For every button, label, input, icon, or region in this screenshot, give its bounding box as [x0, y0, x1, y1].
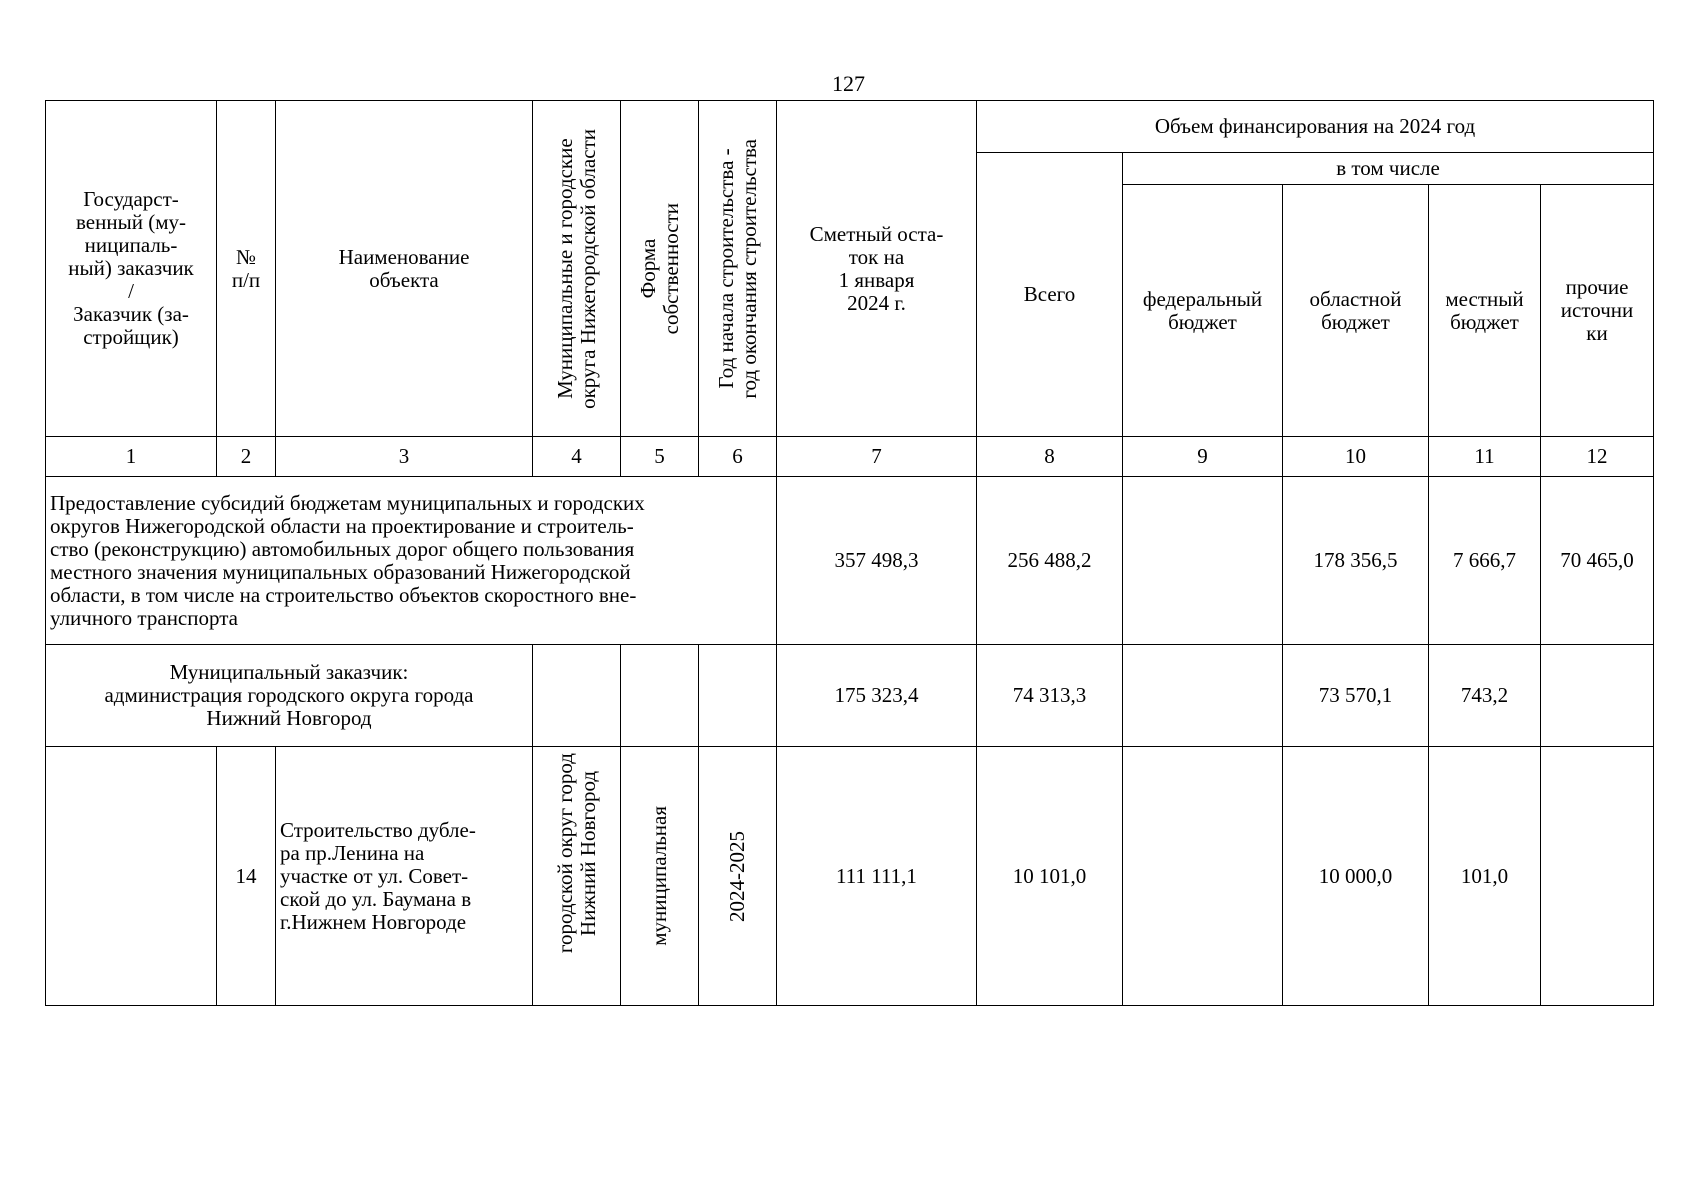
header-object-name-label: Наименование объекта: [338, 244, 470, 292]
program-local: 7 666,7: [1429, 477, 1541, 645]
program-estimated-balance: 357 498,3: [777, 477, 977, 645]
customer-title: Муниципальный заказчик: администрация городского округа города Нижний Новгород: [104, 660, 474, 730]
column-number: 12: [1541, 437, 1654, 477]
customer-local: 743,2: [1429, 645, 1541, 747]
header-total: [977, 153, 1123, 437]
header-including-label: в том числе: [1336, 156, 1440, 180]
object-years-cell: [699, 747, 777, 1006]
object-ownership: муниципальная: [647, 806, 671, 946]
header-regional: [1283, 185, 1429, 437]
header-regional-label: областной бюджет: [1309, 286, 1402, 334]
header-years: [699, 101, 777, 437]
object-total: 10 101,0: [977, 747, 1123, 1006]
object-name: Строительство дубле- ра пр.Ленина на участке от ул. Совет- ской до ул. Баумана в г.Нижнем Новгороде: [280, 817, 476, 934]
column-number: 2: [217, 437, 276, 477]
header-other-label: прочие источни ки: [1560, 275, 1634, 345]
column-number: 7: [777, 437, 977, 477]
customer-empty-cell: [621, 645, 699, 747]
header-financing-2024-label: Объем финансирования на 2024 год: [1154, 114, 1476, 138]
header-other: [1541, 185, 1654, 437]
column-number: 11: [1429, 437, 1541, 477]
header-local: [1429, 185, 1541, 437]
column-number: 1: [46, 437, 217, 477]
program-title-cell: [46, 477, 777, 645]
program-title: Предоставление субсидий бюджетам муниципальных и городских округов Нижегородской области на проектирование и строитель- ство (реконструкцию) автомобильных дорог общего пользования местного значения муниципальных образований Нижегородской области, в том числе на строительство объектов скоростного вне- уличного транспорта: [50, 490, 645, 630]
object-num: 14: [217, 747, 276, 1006]
column-number: 10: [1283, 437, 1429, 477]
object-years: 2024-2025: [725, 830, 749, 922]
header-estimated-balance: [777, 101, 977, 437]
header-ownership-label: Форма собственности: [635, 202, 683, 335]
column-numbers-row: [46, 437, 1654, 477]
column-number: 3: [276, 437, 533, 477]
header-object-name: [276, 101, 533, 437]
column-number: 9: [1123, 437, 1283, 477]
header-including: [1123, 153, 1654, 185]
customer-other: [1541, 645, 1654, 747]
column-number: 6: [699, 437, 777, 477]
object-municipality: городской округ город Нижний Новгород: [552, 753, 600, 954]
object-customer-empty-cell: [46, 747, 217, 1006]
customer-federal: [1123, 645, 1283, 747]
column-number: 5: [621, 437, 699, 477]
header-num: [217, 101, 276, 437]
customer-regional: 73 570,1: [1283, 645, 1429, 747]
program-total: 256 488,2: [977, 477, 1123, 645]
header-municipalities-label: Муниципальные и городские округа Нижегородской области: [552, 128, 600, 409]
header-customer-label: Государст- венный (му- ниципаль- ный) заказчик / Заказчик (за- стройщик): [68, 187, 194, 349]
header-federal-label: федеральный бюджет: [1142, 286, 1263, 334]
header-ownership: [621, 101, 699, 437]
column-number: 8: [977, 437, 1123, 477]
column-number: 4: [533, 437, 621, 477]
object-ownership-cell: [621, 747, 699, 1006]
program-other: 70 465,0: [1541, 477, 1654, 645]
customer-estimated-balance: 175 323,4: [777, 645, 977, 747]
header-federal: [1123, 185, 1283, 437]
customer-empty-cell: [533, 645, 621, 747]
program-regional: 178 356,5: [1283, 477, 1429, 645]
header-municipalities: [533, 101, 621, 437]
financing-table: [45, 100, 1654, 1006]
object-name-cell: [276, 747, 533, 1006]
object-federal: [1123, 747, 1283, 1006]
customer-total: 74 313,3: [977, 645, 1123, 747]
program-federal: [1123, 477, 1283, 645]
customer-empty-cell: [699, 645, 777, 747]
header-num-label: № п/п: [231, 244, 261, 292]
object-regional: 10 000,0: [1283, 747, 1429, 1006]
object-other: [1541, 747, 1654, 1006]
customer-title-cell: [46, 645, 533, 747]
table-row-object: [46, 747, 1654, 1006]
header-estimated-balance-label: Сметный оста- ток на 1 января 2024 г.: [809, 221, 944, 315]
table-row-program: [46, 477, 1654, 645]
header-local-label: местный бюджет: [1445, 286, 1524, 334]
header-years-label: Год начала строительства - год окончания строительства: [713, 138, 761, 399]
object-estimated-balance: 111 111,1: [777, 747, 977, 1006]
table-row-customer: [46, 645, 1654, 747]
header-customer: [46, 101, 217, 437]
header-financing-2024: [977, 101, 1654, 153]
header-total-label: Всего: [1023, 282, 1076, 306]
page-number: 127: [832, 71, 865, 96]
object-municipality-cell: [533, 747, 621, 1006]
object-local: 101,0: [1429, 747, 1541, 1006]
